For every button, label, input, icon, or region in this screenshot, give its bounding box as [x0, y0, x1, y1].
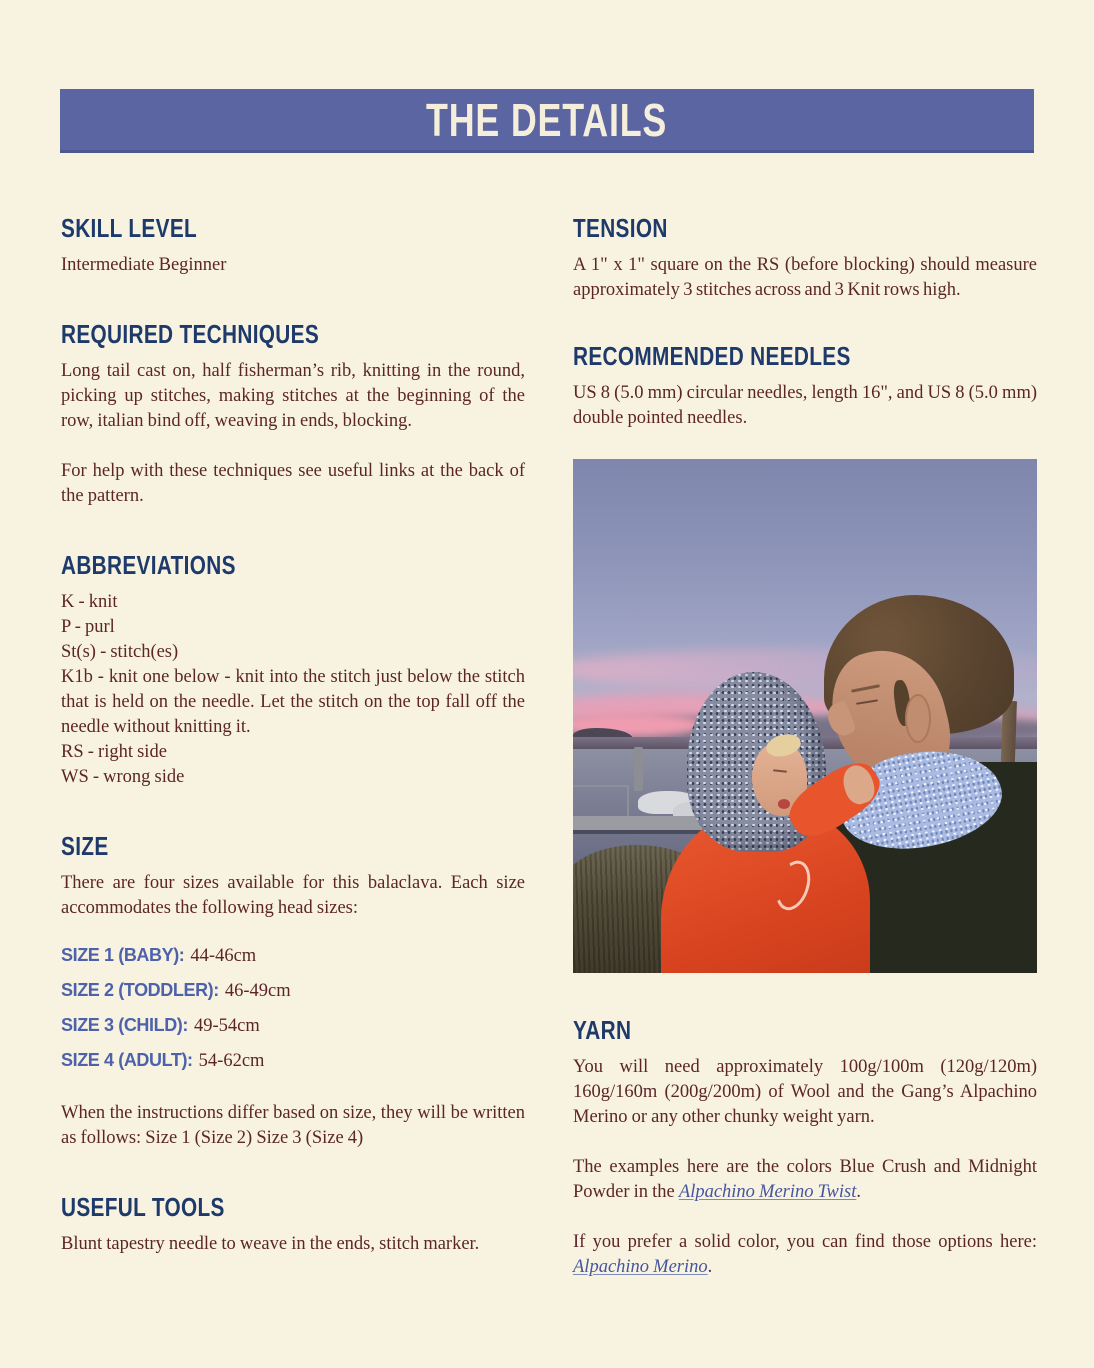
size-note: When the instructions differ based on size, they will be written as follows: Size 1 (Size 2) Size 3 (Size 4)	[61, 1103, 525, 1148]
photo-child-lips	[778, 799, 790, 808]
photo-dock-railing	[573, 785, 629, 818]
size-entry-adult	[61, 1050, 525, 1072]
yarn-heading: YARN	[573, 1015, 632, 1045]
section-skill-level	[61, 213, 525, 278]
recommended-needles-body: US 8 (5.0 mm) circular needles, length 16", and US 8 (5.0 mm) double pointed needles.	[573, 383, 1037, 428]
abbreviation-item: WS - wrong side	[61, 767, 185, 787]
right-column	[573, 213, 1037, 1280]
photo-dock	[573, 816, 708, 829]
section-yarn	[573, 1015, 1037, 1280]
useful-tools-heading: USEFUL TOOLS	[61, 1192, 225, 1222]
section-tension	[573, 213, 1037, 303]
size-entry-toddler	[61, 980, 525, 1002]
section-recommended-needles	[573, 341, 1037, 431]
yarn-para3	[573, 1230, 1037, 1280]
size-entry-label: SIZE 1 (BABY):	[61, 945, 185, 965]
section-useful-tools	[61, 1192, 525, 1257]
abbreviation-item: RS - right side	[61, 742, 167, 762]
required-techniques-heading: REQUIRED TECHNIQUES	[61, 319, 320, 349]
alpachino-merino-twist-link[interactable]: Alpachino Merino Twist	[678, 1182, 857, 1202]
size-entry-value: 49-54cm	[194, 1016, 260, 1036]
abbreviations-heading: ABBREVIATIONS	[61, 550, 236, 580]
abbreviation-item: St(s) - stitch(es)	[61, 642, 179, 662]
yarn-para2-text: The examples here are the colors Blue Crush and Midnight Powder in the	[573, 1157, 1037, 1202]
yarn-para2	[573, 1155, 1037, 1205]
alpachino-merino-link[interactable]: Alpachino Merino	[573, 1257, 708, 1277]
size-entry-value: 54-62cm	[198, 1051, 265, 1071]
yarn-para3-text: If you prefer a solid color, you can find those options here:	[573, 1232, 1037, 1252]
section-size	[61, 831, 525, 1151]
size-intro: There are four sizes available for this balaclava. Each size accommodates the following head sizes:	[61, 873, 525, 918]
photo-man-ear	[905, 694, 931, 743]
abbreviation-item: K - knit	[61, 592, 118, 612]
page-title: THE DETAILS	[426, 93, 668, 146]
size-entry-value: 44-46cm	[190, 946, 257, 966]
abbreviation-item: K1b - knit one below - knit into the stitch just below the stitch that is held on the needle. Let the stitch on the top fall off the needle without knitting it.	[61, 667, 525, 737]
size-entry-baby	[61, 945, 525, 967]
yarn-para1: You will need approximately 100g/100m (120g/120m) 160g/160m (200g/200m) of Wool and the Gang’s Alpachino Merino or any other chunky weight yarn.	[573, 1057, 1037, 1127]
size-entry-label: SIZE 4 (ADULT):	[61, 1050, 193, 1070]
size-entry-child	[61, 1015, 525, 1037]
size-entry-value: 46-49cm	[224, 981, 291, 1001]
yarn-para3-period: .	[707, 1257, 713, 1277]
required-techniques-para2: For help with these techniques see useful links at the back of the pattern.	[61, 461, 525, 506]
skill-level-heading: SKILL LEVEL	[61, 213, 198, 243]
pattern-photo	[573, 459, 1037, 973]
useful-tools-body: Blunt tapestry needle to weave in the ends, stitch marker.	[61, 1234, 480, 1254]
size-entry-label: SIZE 3 (CHILD):	[61, 1015, 188, 1035]
section-abbreviations	[61, 550, 525, 790]
abbreviation-item: P - purl	[61, 617, 115, 637]
two-column-layout	[61, 213, 1037, 1280]
left-column	[61, 213, 525, 1280]
size-entry-label: SIZE 2 (TODDLER):	[61, 980, 219, 1000]
skill-level-body: Intermediate Beginner	[61, 255, 227, 275]
yarn-para2-period: .	[856, 1182, 862, 1202]
photo-dock-piling	[634, 747, 642, 791]
required-techniques-para1: Long tail cast on, half fisherman’s rib, knitting in the round, picking up stitches, making stitches at the beginning of the row, italian bind off, weaving in ends, blocking.	[61, 361, 525, 431]
recommended-needles-heading: RECOMMENDED NEEDLES	[573, 341, 851, 371]
size-heading: SIZE	[61, 831, 109, 861]
section-required-techniques	[61, 319, 525, 509]
tension-body: A 1" x 1" square on the RS (before blocking) should measure approximately 3 stitches across and 3 Knit rows high.	[573, 255, 1037, 300]
tension-heading: TENSION	[573, 213, 668, 243]
page-banner	[60, 89, 1034, 153]
